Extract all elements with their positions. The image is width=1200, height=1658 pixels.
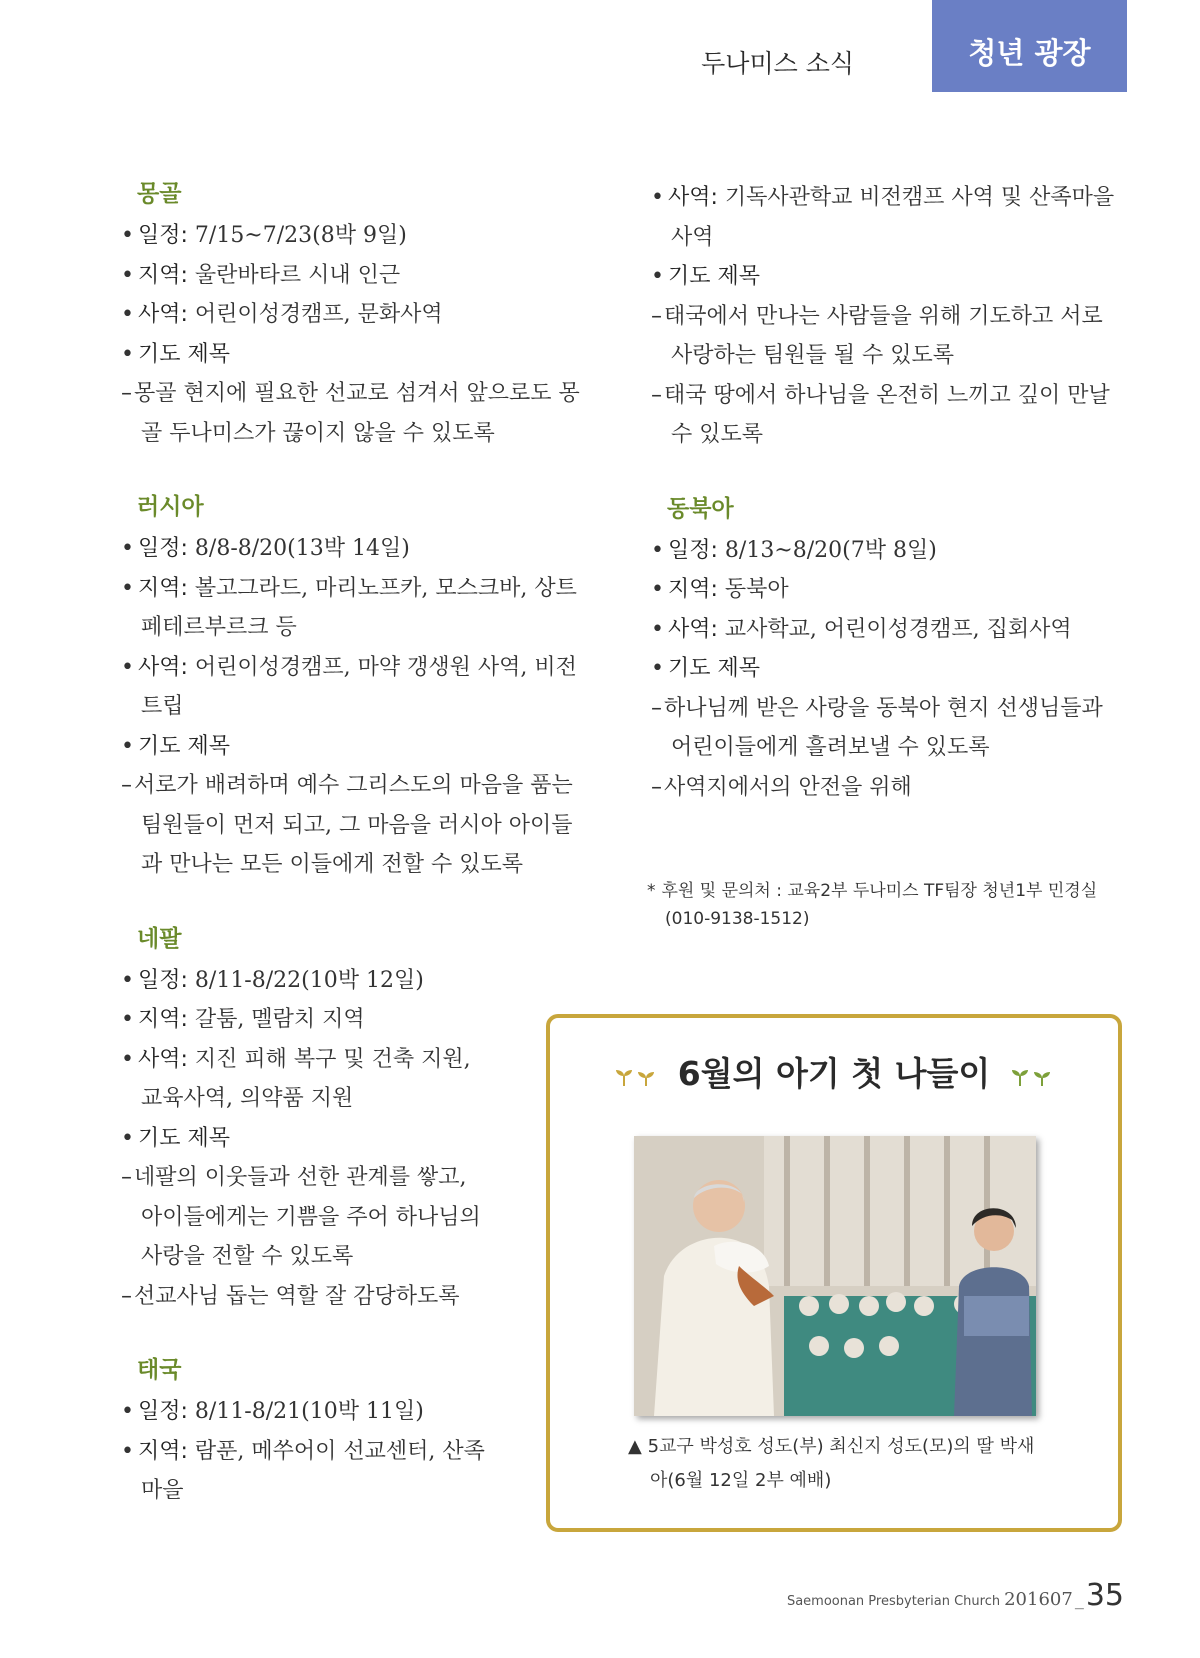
section-title: 러시아 (137, 494, 204, 520)
schedule-value: 8/11-8/22(10박 12일) (194, 967, 424, 993)
photo-box (546, 1014, 1122, 1532)
schedule-value: 7/15~7/23(8박 9일) (194, 223, 407, 248)
ministry-label: 사역: (137, 1046, 188, 1072)
schedule-label: 일정: (667, 537, 718, 563)
ministry-line (651, 610, 1131, 650)
ministry-line (121, 1040, 601, 1080)
region-line (121, 256, 601, 296)
prayer-text: 태국 땅에서 하나님을 온전히 느끼고 깊이 만날 (664, 382, 1110, 408)
ministry-cont: 교육사역, 의약품 지원 (141, 1086, 354, 1111)
footer-separator: _ (1074, 1589, 1084, 1610)
ministry-value: 지진 피해 복구 및 건축 지원, (194, 1046, 471, 1072)
section-russia (121, 491, 601, 885)
prayer-item (121, 374, 601, 414)
schedule-value: 8/11-8/21(10박 11일) (194, 1399, 424, 1424)
prayer-text: 사역지에서의 안전을 위해 (664, 774, 912, 800)
region-value: 울란바타르 시내 인근 (194, 262, 401, 288)
region-label: 지역: (137, 575, 188, 601)
region-line (121, 1000, 601, 1040)
region-label: 지역: (137, 262, 188, 288)
schedule-line (651, 531, 1131, 571)
prayer-item-cont: 골 두나미스가 끊이지 않을 수 있도록 (141, 420, 495, 446)
section-thailand (121, 1354, 601, 1511)
region-value: 동북아 (724, 577, 789, 602)
schedule-label: 일정: (137, 967, 188, 993)
region-cont: 마을 (141, 1478, 184, 1503)
prayer-label: 기도 제목 (137, 341, 230, 367)
ministry-cont: 사역 (671, 224, 714, 250)
caption-cont: 아(6월 12일 2부 예배) (650, 1470, 832, 1491)
schedule-value: 8/13~8/20(7박 8일) (724, 537, 937, 563)
prayer-label: 기도 제목 (667, 656, 760, 681)
section-title: 동북아 (667, 495, 734, 522)
ministry-label: 사역: (137, 654, 188, 680)
ministry-value: 어린이성경캠프, 문화사역 (194, 302, 443, 327)
prayer-item (121, 1277, 601, 1317)
baby-dedication-photo (634, 1136, 1036, 1416)
prayer-item-cont: 사랑하는 팀원들 될 수 있도록 (671, 343, 954, 368)
header-tab: 청년 광장 (932, 0, 1127, 92)
prayer-item-cont: 사랑을 전할 수 있도록 (141, 1244, 354, 1269)
note-star: * (647, 881, 656, 901)
prayer-item-cont: 팀원들이 먼저 되고, 그 마음을 러시아 아이들 (141, 812, 573, 838)
schedule-line (121, 216, 601, 256)
ministry-cont: 트립 (141, 694, 184, 719)
prayer-text: 선교사님 돕는 역할 잘 감당하도록 (134, 1283, 460, 1309)
ministry-line (651, 178, 1131, 218)
section-nepal (121, 923, 601, 1317)
contact-note-line (647, 877, 1127, 905)
triangle-icon: ▲ (628, 1436, 642, 1457)
issue-number: 201607 (1004, 1589, 1073, 1610)
ministry-label: 사역: (667, 185, 718, 210)
contact-phone: (010-9138-1512) (665, 909, 810, 929)
photo-title-text: 6월의 아기 첫 나들이 (677, 1054, 991, 1093)
prayer-heading (121, 335, 601, 375)
prayer-heading (121, 727, 601, 767)
region-label: 지역: (137, 1438, 188, 1464)
region-label: 지역: (137, 1007, 188, 1032)
prayer-heading (651, 649, 1131, 689)
ministry-label: 사역: (667, 616, 718, 642)
region-value: 갈툼, 멜람치 지역 (194, 1007, 365, 1032)
photo-caption (628, 1430, 1088, 1498)
prayer-item-cont: 과 만나는 모든 이들에게 전할 수 있도록 (141, 852, 523, 877)
ministry-label: 사역: (137, 302, 188, 327)
schedule-value: 8/8-8/20(13박 14일) (194, 536, 410, 561)
prayer-item-cont: 아이들에게는 기쁨을 주어 하나님의 (141, 1204, 481, 1230)
prayer-text: 태국에서 만나는 사람들을 위해 기도하고 서로 (664, 303, 1103, 329)
section-label: 두나미스 소식 (701, 49, 854, 78)
prayer-label: 기도 제목 (137, 733, 230, 759)
schedule-label: 일정: (137, 1399, 188, 1424)
prayer-label: 기도 제목 (667, 264, 760, 289)
section-title: 몽골 (137, 181, 182, 207)
prayer-item (121, 766, 601, 806)
region-label: 지역: (667, 577, 718, 602)
ministry-value: 어린이성경캠프, 마약 갱생원 사역, 비전 (194, 654, 577, 680)
sprout-icon (1008, 1064, 1056, 1088)
region-value: 볼고그라드, 마리노프카, 모스크바, 상트 (194, 575, 577, 601)
prayer-heading (651, 257, 1131, 297)
section-northeast-asia (651, 493, 1131, 808)
prayer-item-cont: 어린이들에게 흘려보낼 수 있도록 (671, 735, 990, 760)
section-thailand-cont (651, 178, 1131, 455)
prayer-text: 하나님께 받은 사랑을 동북아 현지 선생님들과 (664, 695, 1103, 721)
section-title: 태국 (137, 1357, 182, 1383)
schedule-line (121, 961, 601, 1001)
section-title: 네팔 (137, 925, 182, 952)
photo-illustration (634, 1136, 1036, 1416)
prayer-text: 서로가 배려하며 예수 그리스도의 마음을 품는 (134, 773, 573, 798)
schedule-line (121, 529, 601, 569)
prayer-item-cont: 수 있도록 (671, 422, 764, 447)
ministry-value: 기독사관학교 비전캠프 사역 및 산족마을 (724, 185, 1115, 210)
sprout-icon (612, 1064, 660, 1088)
region-cont: 페테르부르크 등 (141, 615, 297, 640)
page-number: 35 (1085, 1578, 1124, 1613)
prayer-item (651, 376, 1131, 416)
contact-note (647, 877, 1127, 933)
caption-line (628, 1430, 1088, 1464)
ministry-line (121, 295, 601, 335)
schedule-label: 일정: (137, 536, 188, 561)
prayer-heading (121, 1119, 601, 1159)
prayer-text: 몽골 현지에 필요한 선교로 섬겨서 앞으로도 몽 (134, 381, 580, 406)
church-name: Saemoonan Presbyterian Church (786, 1594, 1001, 1609)
prayer-item (651, 297, 1131, 337)
region-line (121, 1432, 601, 1472)
section-mongolia (121, 178, 601, 453)
prayer-item (651, 689, 1131, 729)
prayer-label: 기도 제목 (137, 1125, 230, 1151)
page-footer (787, 1578, 1124, 1613)
schedule-line (121, 1392, 601, 1432)
prayer-item (651, 768, 1131, 808)
prayer-text: 네팔의 이웃들과 선한 관계를 쌓고, (134, 1165, 467, 1190)
schedule-label: 일정: (137, 223, 188, 248)
right-column (651, 178, 1131, 845)
prayer-item (121, 1158, 601, 1198)
caption-text: 5교구 박성호 성도(부) 최신지 성도(모)의 딸 박새 (647, 1436, 1035, 1457)
region-line (651, 570, 1131, 610)
ministry-value: 교사학교, 어린이성경캠프, 집회사역 (724, 616, 1072, 642)
contact-note-text: 후원 및 문의처 : 교육2부 두나미스 TF팀장 청년1부 민경실 (661, 881, 1098, 901)
left-column (121, 178, 601, 1549)
ministry-line (121, 648, 601, 688)
region-value: 람푼, 메쑤어이 선교센터, 산족 (194, 1438, 485, 1464)
photo-box-title (550, 1048, 1118, 1095)
region-line (121, 569, 601, 609)
